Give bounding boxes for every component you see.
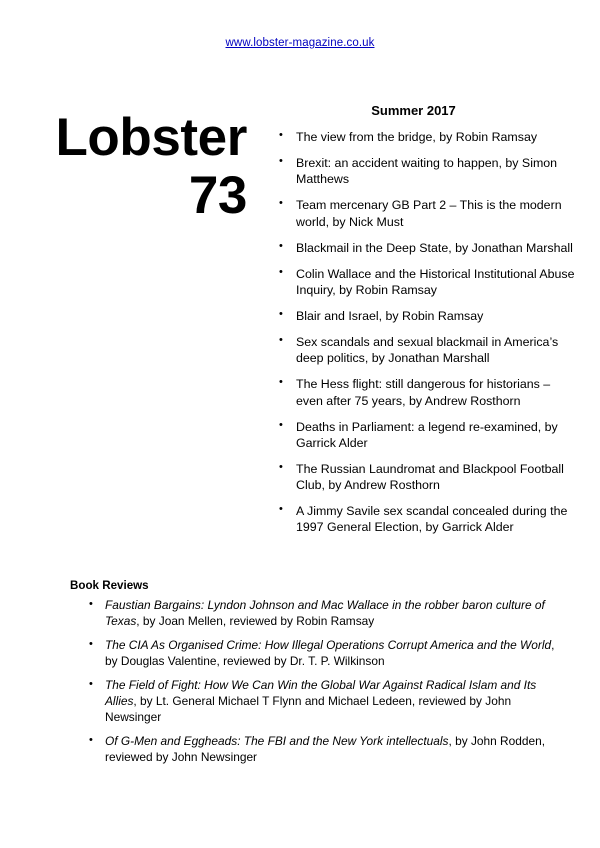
contents-item[interactable]: • The Hess flight: still dangerous for historians – even after 75 years, by Andrew Rosthorn — [275, 376, 578, 408]
magazine-title: Lobster — [55, 108, 247, 167]
contents-list — [275, 129, 578, 535]
contents-item[interactable]: • The Russian Laundromat and Blackpool Football Club, by Andrew Rosthorn — [275, 461, 578, 493]
masthead — [0, 103, 600, 545]
contents-item[interactable]: • Sex scandals and sexual blackmail in America’s deep politics, by Jonathan Marshall — [275, 334, 578, 366]
website-url-bar — [0, 33, 600, 51]
contents-item[interactable]: • Colin Wallace and the Historical Institutional Abuse Inquiry, by Robin Ramsay — [275, 266, 578, 298]
book-review-item[interactable] — [70, 678, 560, 725]
contents-item[interactable]: • A Jimmy Savile sex scandal concealed during the 1997 General Election, by Garrick Alder — [275, 503, 578, 535]
contents-item[interactable]: • Blair and Israel, by Robin Ramsay — [275, 308, 578, 324]
book-reviews-section — [70, 579, 560, 774]
book-credit: , by Joan Mellen, reviewed by Robin Ramsay — [136, 613, 375, 628]
book-title: Faustian Bargains: Lyndon Johnson and Mac Wallace in the robber baron culture of Texas — [105, 598, 545, 628]
book-credit: , by Douglas Valentine, reviewed by Dr. T. P. Wilkinson — [105, 638, 555, 668]
book-review-item[interactable] — [70, 638, 560, 669]
website-url-link[interactable]: www.lobster-magazine.co.uk — [225, 37, 375, 49]
contents-block — [275, 103, 600, 545]
contents-item[interactable]: • Blackmail in the Deep State, by Jonathan Marshall — [275, 240, 578, 256]
brand-block — [0, 103, 275, 225]
contents-item[interactable]: • Deaths in Parliament: a legend re-examined, by Garrick Alder — [275, 419, 578, 451]
book-reviews-list — [70, 598, 560, 765]
book-credit: , by Lt. General Michael T Flynn and Michael Ledeen, reviewed by John Newsinger — [105, 693, 512, 724]
book-title: The Field of Fight: How We Can Win the Global War Against Radical Islam and Its Allies — [105, 678, 537, 708]
contents-item[interactable]: • Brexit: an accident waiting to happen, by Simon Matthews — [275, 155, 578, 187]
book-reviews-heading: Book Reviews — [70, 579, 149, 592]
book-title: Of G-Men and Eggheads: The FBI and the New York intellectuals — [105, 734, 449, 749]
book-credit: , by John Rodden, reviewed by John Newsinger — [105, 734, 545, 764]
contents-item[interactable]: • Team mercenary GB Part 2 – This is the modern world, by Nick Must — [275, 197, 578, 229]
book-review-item[interactable] — [70, 598, 560, 629]
issue-date: Summer 2017 — [371, 103, 456, 118]
book-review-item[interactable] — [70, 734, 560, 765]
book-title: The CIA As Organised Crime: How Illegal Operations Corrupt America and the World — [105, 638, 552, 653]
contents-item[interactable]: • The view from the bridge, by Robin Ramsay — [275, 129, 578, 145]
issue-number: 73 — [188, 165, 247, 225]
